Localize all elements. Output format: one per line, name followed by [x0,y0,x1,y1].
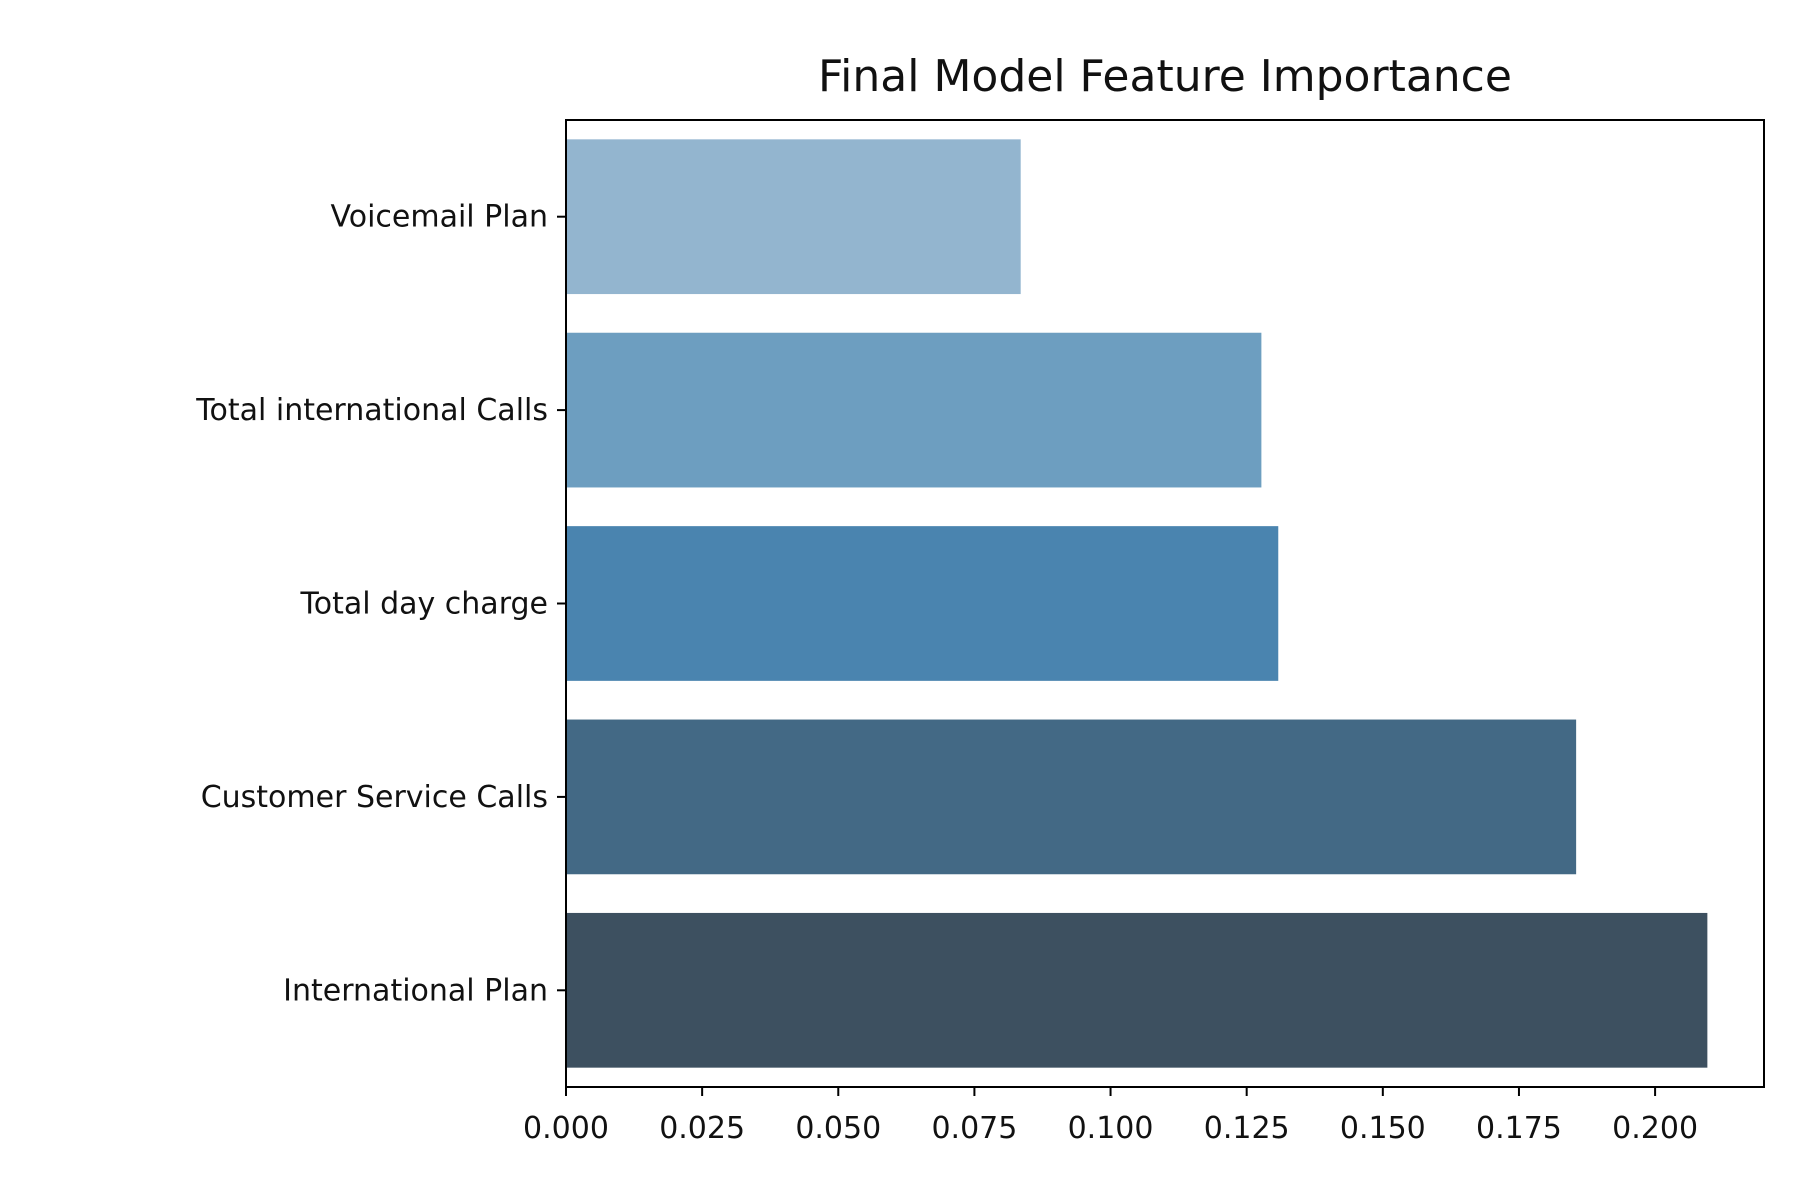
x-tick-label: 0.200 [1612,1111,1699,1146]
x-tick-label: 0.125 [1203,1111,1290,1146]
x-tick-label: 0.050 [795,1111,882,1146]
y-tick-label: Voicemail Plan [330,199,548,235]
bar [566,720,1576,875]
x-tick-label: 0.150 [1339,1111,1426,1146]
y-tick-label: Customer Service Calls [200,779,548,815]
y-axis [195,200,566,1009]
bar [566,139,1021,294]
y-tick-label: Total day charge [300,586,548,622]
x-tick-label: 0.025 [659,1111,746,1146]
y-tick-label: International Plan [283,973,548,1009]
x-tick-label: 0.075 [931,1111,1018,1146]
chart-title: Final Model Feature Importance [818,51,1512,102]
x-axis [523,1087,1698,1146]
bar [566,913,1707,1068]
bar [566,333,1261,488]
bars-layer [566,139,1707,1067]
y-tick-label: Total international Calls [196,393,548,429]
x-tick-label: 0.175 [1476,1111,1562,1146]
x-tick-label: 0.100 [1067,1111,1154,1146]
bar [566,526,1278,681]
x-tick-label: 0.000 [523,1111,609,1146]
